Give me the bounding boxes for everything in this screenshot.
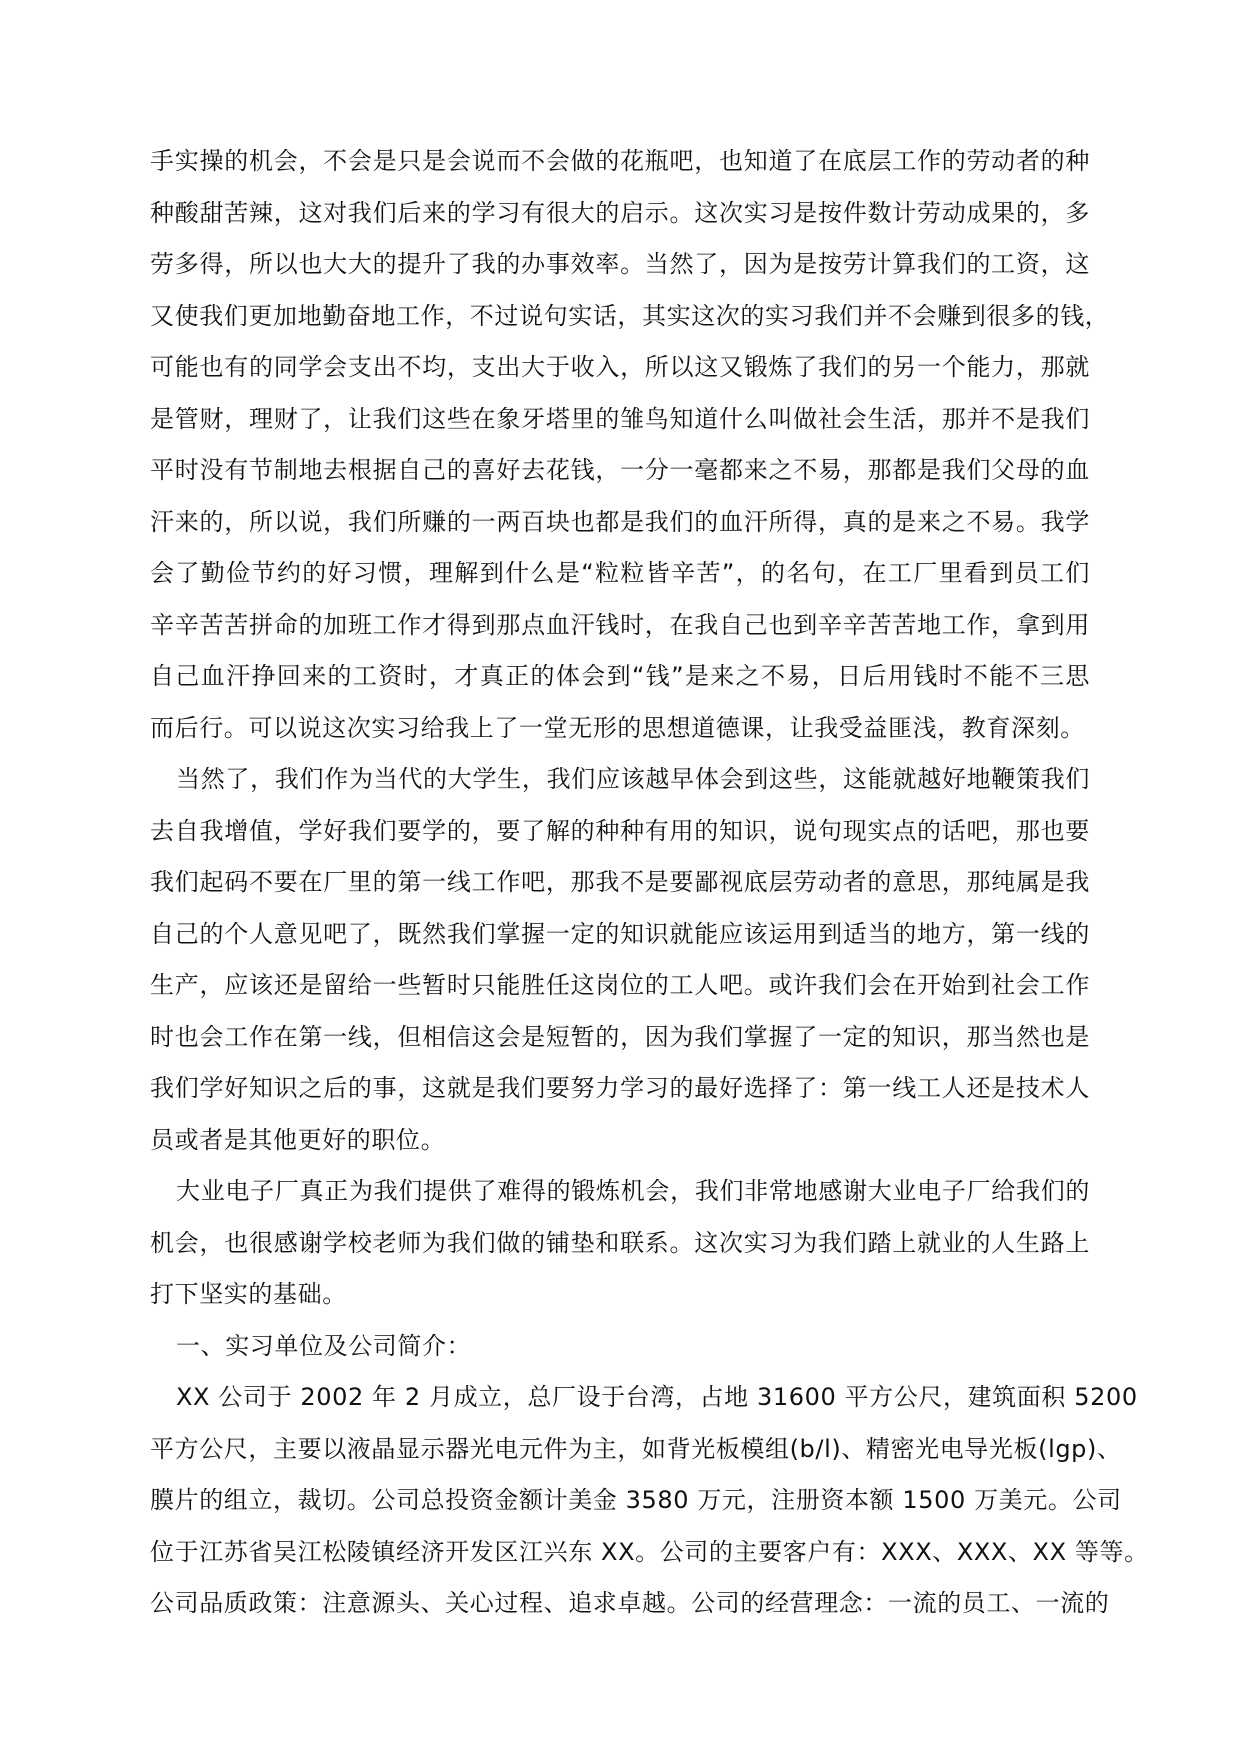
text-line: 手实操的机会，不会是只是会说而不会做的花瓶吧，也知道了在底层工作的劳动者的种: [150, 147, 1090, 175]
text-line: 可能也有的同学会支出不均，支出大于收入，所以这又锻炼了我们的另一个能力，那就: [150, 353, 1090, 381]
text-line: 会了勤俭节约的好习惯，理解到什么是“粒粒皆辛苦”，的名句，在工厂里看到员工们: [150, 559, 1090, 587]
text-line: 位于江苏省吴江松陵镇经济开发区江兴东 XX。公司的主要客户有：XXX、XXX、XX 等等。: [150, 1537, 1149, 1566]
text-line: 时也会工作在第一线，但相信这会是短暂的，因为我们掌握了一定的知识，那当然也是: [150, 1022, 1090, 1051]
text-line: 又使我们更加地勤奋地工作，不过说句实话，其实这次的实习我们并不会赚到很多的钱，: [150, 301, 1110, 330]
text-line: 机会，也很感谢学校老师为我们做的铺垫和联系。这次实习为我们踏上就业的人生路上: [150, 1228, 1090, 1257]
text-line: 员或者是其他更好的职位。: [150, 1125, 446, 1154]
text-line: 我们起码不要在厂里的第一线工作吧，那我不是要鄙视底层劳动者的意思，那纯属是我: [150, 868, 1090, 896]
text-line: XX 公司于 2002 年 2 月成立，总厂设于台湾，占地 31600 平方公尺，建筑面积 5200: [176, 1383, 1138, 1411]
text-line: 是管财，理财了，让我们这些在象牙塔里的雏鸟知道什么叫做社会生活，那并不是我们: [150, 404, 1090, 433]
text-line: 打下坚实的基础。: [150, 1280, 347, 1308]
text-line: 我们学好知识之后的事，这就是我们要努力学习的最好选择了：第一线工人还是技术人: [150, 1074, 1090, 1102]
body-text: [150, 136, 1149, 1630]
text-line: 大业电子厂真正为我们提供了难得的锻炼机会，我们非常地感谢大业电子厂给我们的: [176, 1177, 1090, 1205]
text-line: 种酸甜苦辣，这对我们后来的学习有很大的启示。这次实习是按件数计劳动成果的，多: [150, 198, 1090, 227]
text-line: 平时没有节制地去根据自己的喜好去花钱，一分一毫都来之不易，那都是我们父母的血: [150, 456, 1090, 484]
section-heading: 一、实习单位及公司简介：: [176, 1331, 472, 1360]
text-line: 辛辛苦苦拼命的加班工作才得到那点血汗钱时，在我自己也到辛辛苦苦地工作，拿到用: [150, 610, 1090, 639]
text-line: 生产，应该还是留给一些暂时只能胜任这岗位的工人吧。或许我们会在开始到社会工作: [150, 971, 1090, 999]
text-line: 公司品质政策：注意源头、关心过程、追求卓越。公司的经营理念：一流的员工、一流的: [150, 1589, 1110, 1617]
text-line: 自己的个人意见吧了，既然我们掌握一定的知识就能应该运用到适当的地方，第一线的: [150, 919, 1090, 948]
text-line: 膜片的组立，裁切。公司总投资金额计美金 3580 万元，注册资本额 1500 万美元。公司: [150, 1486, 1122, 1514]
text-line: 平方公尺，主要以液晶显示器光电元件为主，如背光板模组(b/l)、精密光电导光板(lgp)、: [150, 1434, 1122, 1463]
text-line: 汗来的，所以说，我们所赚的一两百块也都是我们的血汗所得，真的是来之不易。我学: [150, 507, 1090, 536]
text-line: 去自我增值，学好我们要学的，要了解的种种有用的知识，说句现实点的话吧，那也要: [150, 816, 1090, 845]
text-line: 当然了，我们作为当代的大学生，我们应该越早体会到这些，这能就越好地鞭策我们: [176, 765, 1090, 793]
text-line: 自己血汗挣回来的工资时，才真正的体会到“钱”是来之不易，日后用钱时不能不三思: [150, 662, 1090, 690]
text-line: 而后行。可以说这次实习给我上了一堂无形的思想道德课，让我受益匪浅，教育深刻。: [150, 713, 1085, 742]
text-line: 劳多得，所以也大大的提升了我的办事效率。当然了，因为是按劳计算我们的工资，这: [150, 250, 1090, 278]
